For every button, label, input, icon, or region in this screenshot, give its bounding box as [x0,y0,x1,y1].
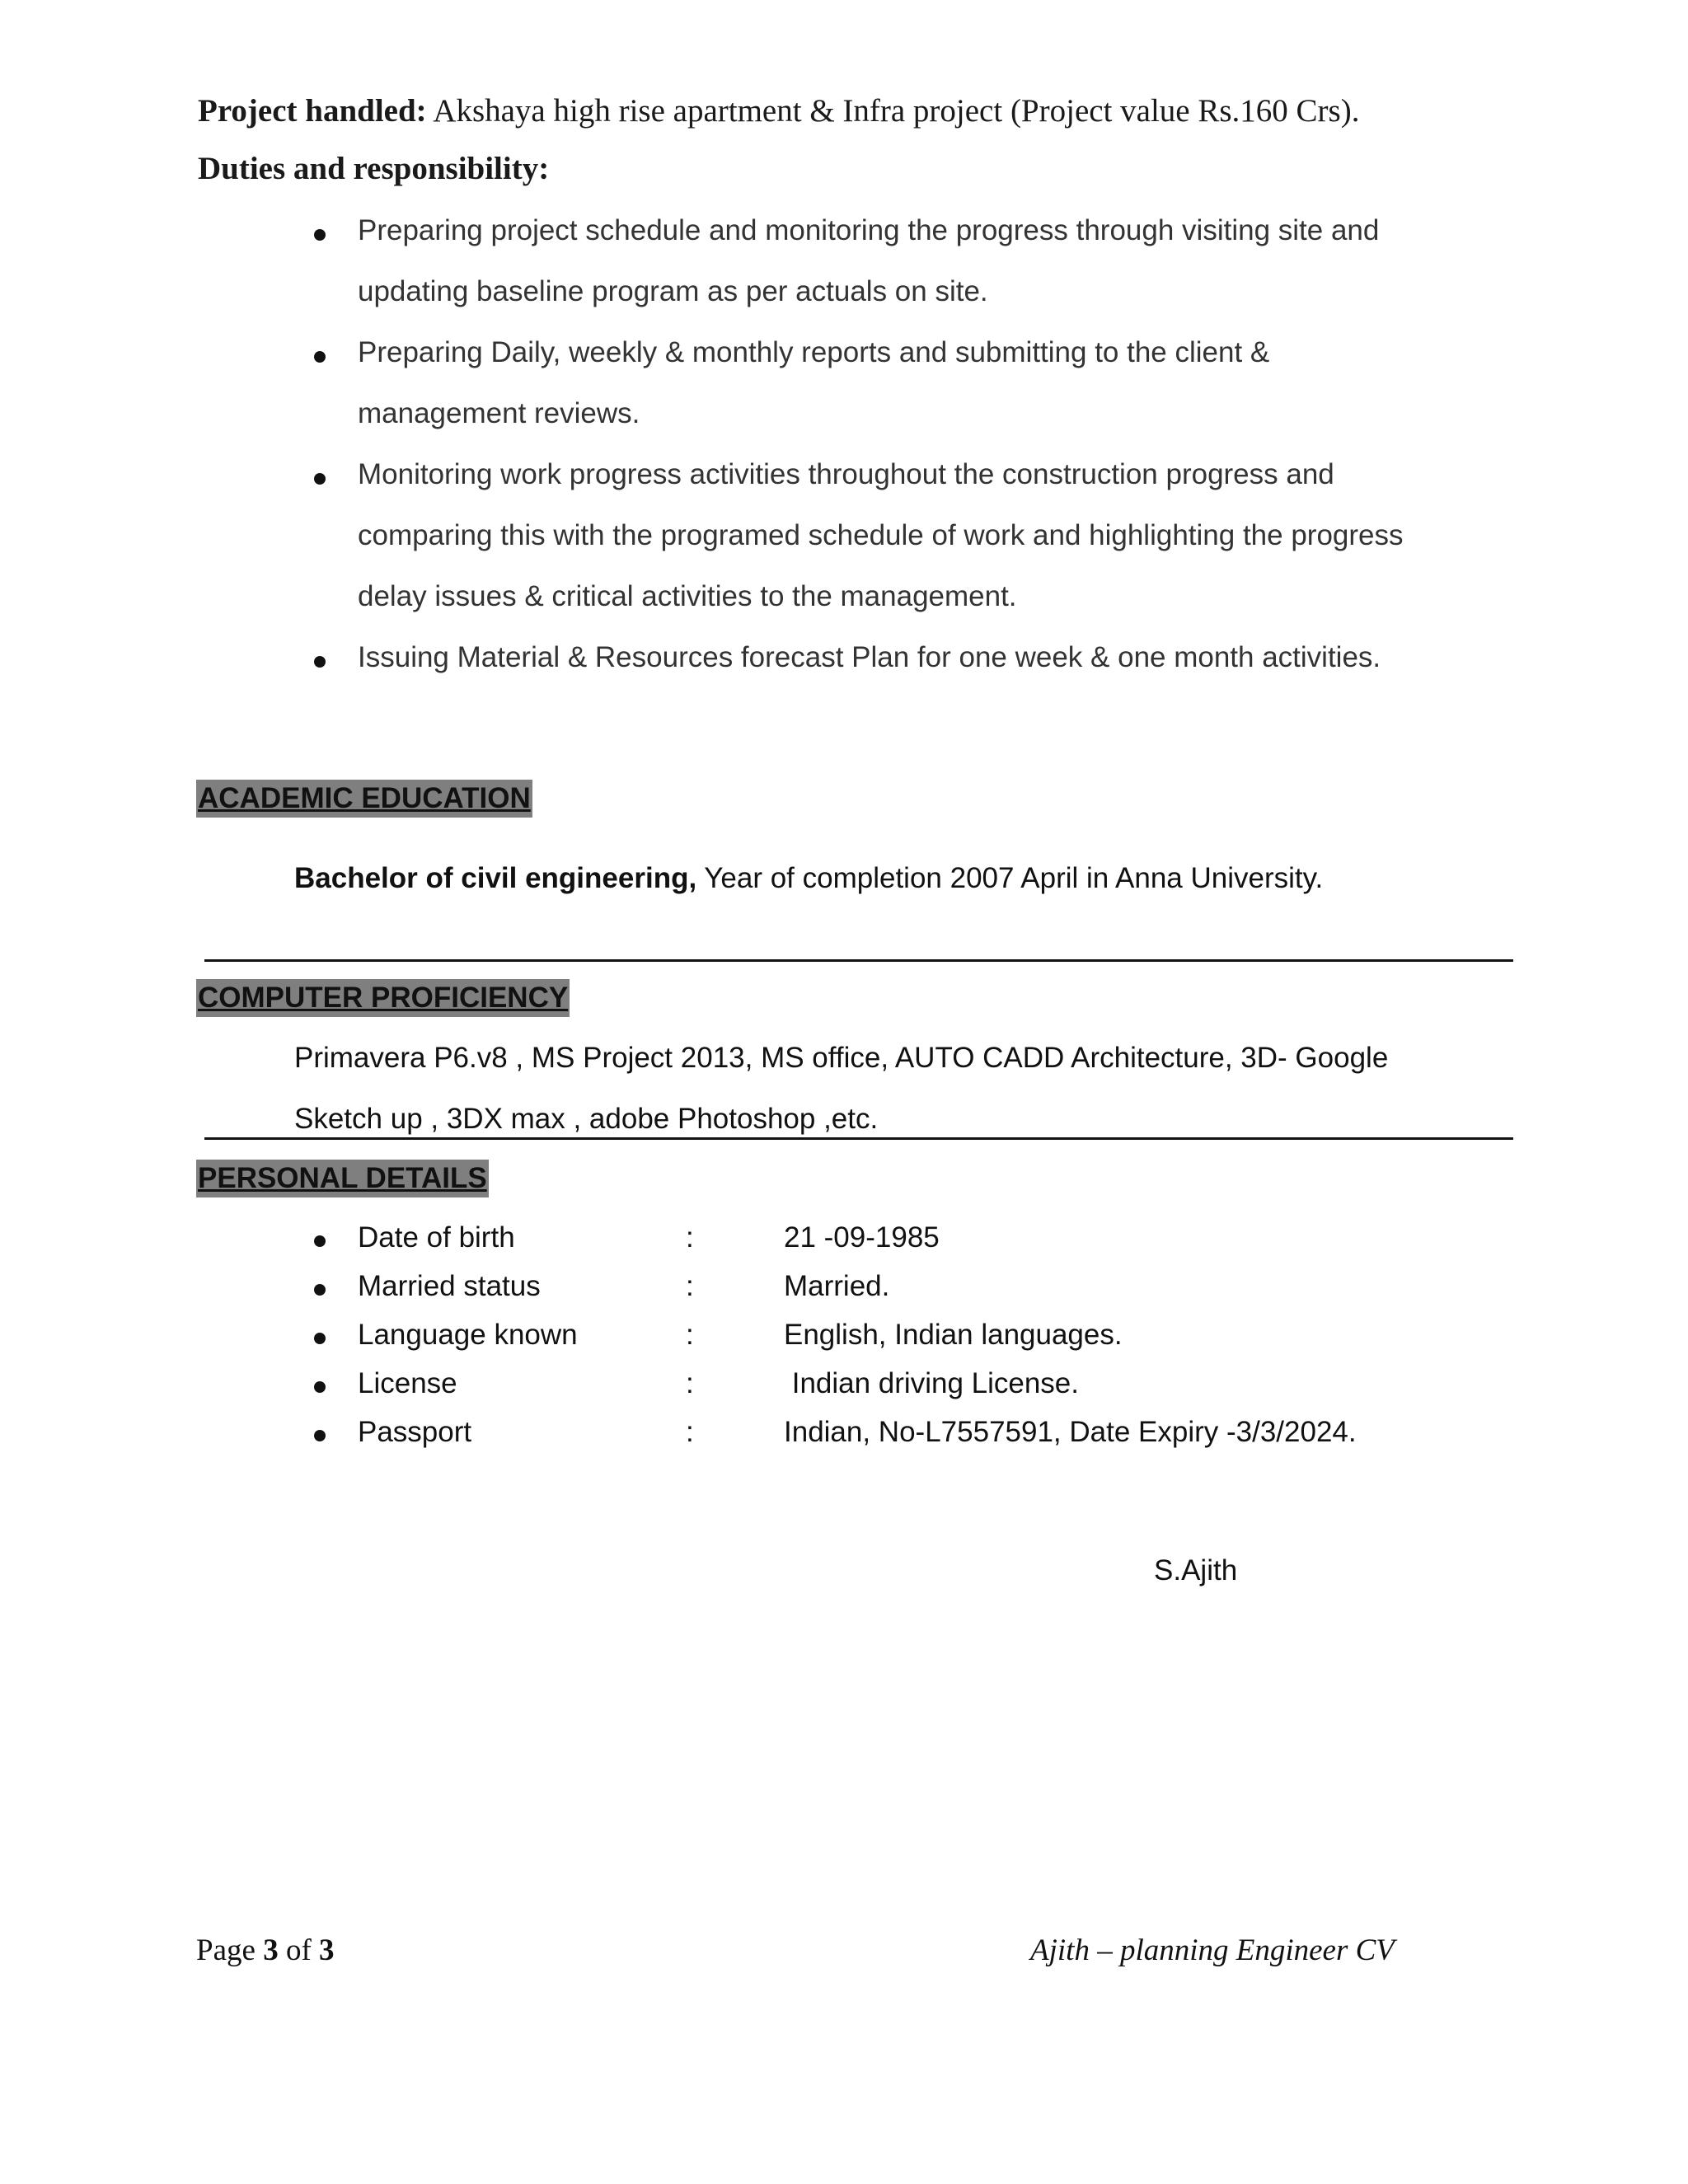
personal-details-heading: PERSONAL DETAILS [196,1160,489,1197]
footer-page-current: 3 [263,1933,279,1967]
duty-line: updating baseline program as per actuals on site. [358,275,988,307]
education-degree: Bachelor of civil engineering, [294,862,697,894]
footer-doc-title: Ajith – planning Engineer CV [1030,1933,1395,1967]
personal-colon: : [686,1221,694,1254]
duty-line: management reviews. [358,397,640,429]
computer-skills-line: Sketch up , 3DX max , adobe Photoshop ,etc. [294,1103,879,1135]
divider [204,959,1513,962]
bullet-icon [314,351,326,363]
footer-page-of: of [278,1933,320,1967]
personal-value: Indian, No-L7557591, Date Expiry -3/3/2024. [784,1416,1357,1448]
personal-value: 21 -09-1985 [784,1221,940,1254]
duty-line: comparing this with the programed schedule of work and highlighting the progress [358,519,1404,551]
personal-label: Married status [358,1270,541,1302]
personal-value: Married. [784,1270,890,1302]
computer-proficiency-heading: COMPUTER PROFICIENCY [196,979,570,1017]
bullet-icon [314,656,326,668]
project-handled-text: Akshaya high rise apartment & Infra project (Project value Rs.160 Crs). [433,93,1360,129]
duty-line: Issuing Material & Resources forecast Plan for one week & one month activities. [358,641,1381,673]
academic-education-heading: ACADEMIC EDUCATION [196,780,532,818]
divider [204,1137,1513,1140]
footer-page-prefix: Page [196,1933,264,1967]
bullet-icon [314,1333,326,1344]
personal-label: Passport [358,1416,472,1448]
bullet-icon [314,1381,326,1393]
duty-line: Preparing project schedule and monitoring the progress through visiting site and [358,214,1380,246]
bullet-icon [314,1284,326,1296]
duty-line: delay issues & critical activities to the management. [358,580,1017,612]
bullet-icon [314,1235,326,1247]
personal-colon: : [686,1319,694,1351]
personal-value: Indian driving License. [784,1367,1079,1399]
duties-heading: Duties and responsibility: [198,151,550,186]
bullet-icon [314,229,326,241]
personal-label: Language known [358,1319,578,1351]
signature-name: S.Ajith [1154,1554,1238,1586]
footer-page-number [196,1933,335,1968]
personal-label: Date of birth [358,1221,515,1254]
education-line [294,862,1323,895]
personal-value: English, Indian languages. [784,1319,1123,1351]
personal-colon: : [686,1270,694,1302]
bullet-icon [314,1430,326,1441]
personal-label: License [358,1367,457,1399]
project-handled-line [198,92,1359,129]
duty-line: Preparing Daily, weekly & monthly reports and submitting to the client & [358,336,1270,368]
duty-line: Monitoring work progress activities throughout the construction progress and [358,458,1334,490]
personal-colon: : [686,1416,694,1448]
computer-skills-line: Primavera P6.v8 , MS Project 2013, MS office, AUTO CADD Architecture, 3D- Google [294,1042,1389,1074]
education-detail: Year of completion 2007 April in Anna University. [704,862,1324,894]
bullet-icon [314,473,326,485]
personal-colon: : [686,1367,694,1399]
project-handled-label: Project handled: [198,93,427,129]
footer-page-total: 3 [319,1933,335,1967]
